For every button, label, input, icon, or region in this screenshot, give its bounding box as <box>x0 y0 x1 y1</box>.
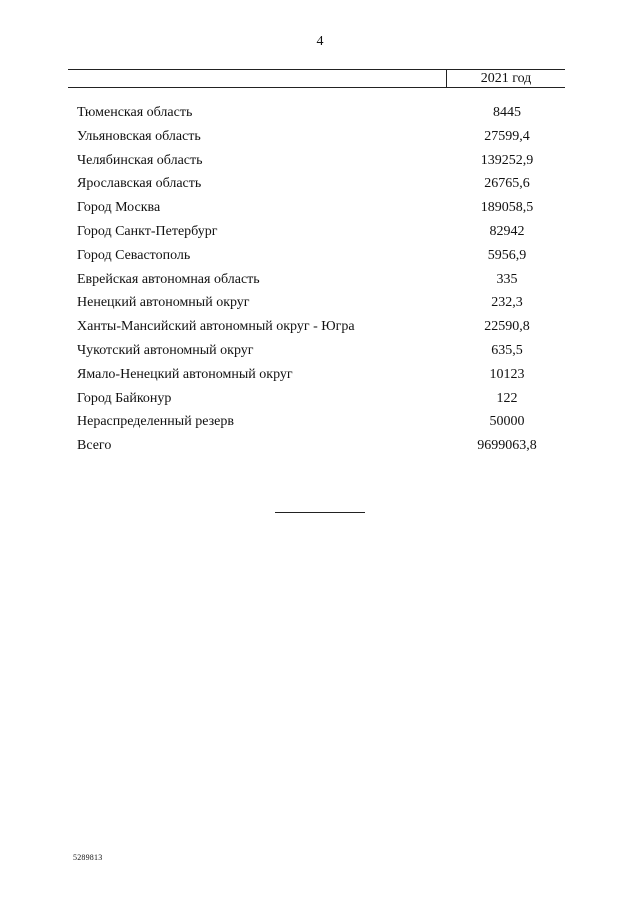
total-label: Всего <box>77 438 112 454</box>
table-header <box>68 68 565 90</box>
page-number: 4 <box>316 34 324 49</box>
region-value: 50000 <box>489 414 525 430</box>
region-value: 635,5 <box>491 342 523 358</box>
region-name: Ненецкий автономный округ <box>77 295 250 311</box>
region-name: Нераспределенный резерв <box>77 414 234 430</box>
document-id: 5289813 <box>73 853 103 862</box>
column-header-year: 2021 год <box>480 71 532 86</box>
region-name: Город Байконур <box>77 390 172 406</box>
region-name: Тюменская область <box>77 105 193 120</box>
region-value: 335 <box>496 271 518 287</box>
table-row <box>77 153 547 177</box>
table-row <box>77 272 547 296</box>
region-name: Ярославская область <box>77 176 202 192</box>
table-row <box>77 319 547 343</box>
table-row <box>77 105 547 129</box>
end-of-table-rule <box>275 512 365 513</box>
table-row <box>77 414 547 438</box>
region-value: 26765,6 <box>484 176 530 192</box>
region-name: Ульяновская область <box>77 128 201 144</box>
table-row <box>77 391 547 415</box>
region-value: 139252,9 <box>480 152 534 168</box>
table-row-total <box>77 438 547 462</box>
region-value: 82942 <box>489 223 525 239</box>
region-name: Город Севастополь <box>77 247 191 263</box>
region-value: 10123 <box>489 366 525 382</box>
header-bottom-rule <box>68 87 565 88</box>
table-row <box>77 200 547 224</box>
region-value: 8445 <box>493 105 521 120</box>
header-top-rule <box>68 69 565 70</box>
table-row <box>77 176 547 200</box>
table-row <box>77 248 547 272</box>
region-name: Чукотский автономный округ <box>77 342 254 358</box>
region-value: 122 <box>496 390 518 406</box>
table-row <box>77 224 547 248</box>
total-value: 9699063,8 <box>477 438 537 454</box>
table-row <box>77 129 547 153</box>
region-value: 232,3 <box>491 295 523 311</box>
region-value: 22590,8 <box>484 319 530 335</box>
region-name: Еврейская автономная область <box>77 271 260 287</box>
table-row <box>77 343 547 367</box>
region-name: Город Москва <box>77 200 161 216</box>
region-value: 5956,9 <box>487 247 527 263</box>
region-name: Ханты-Мансийский автономный округ - Югра <box>77 319 355 335</box>
table-body <box>77 105 547 462</box>
region-value: 27599,4 <box>484 128 530 144</box>
region-name: Ямало-Ненецкий автономный округ <box>77 366 293 382</box>
region-name: Город Санкт-Петербург <box>77 223 218 239</box>
region-value: 189058,5 <box>480 200 534 216</box>
table-row <box>77 295 547 319</box>
table-row <box>77 367 547 391</box>
region-name: Челябинская область <box>77 152 203 168</box>
